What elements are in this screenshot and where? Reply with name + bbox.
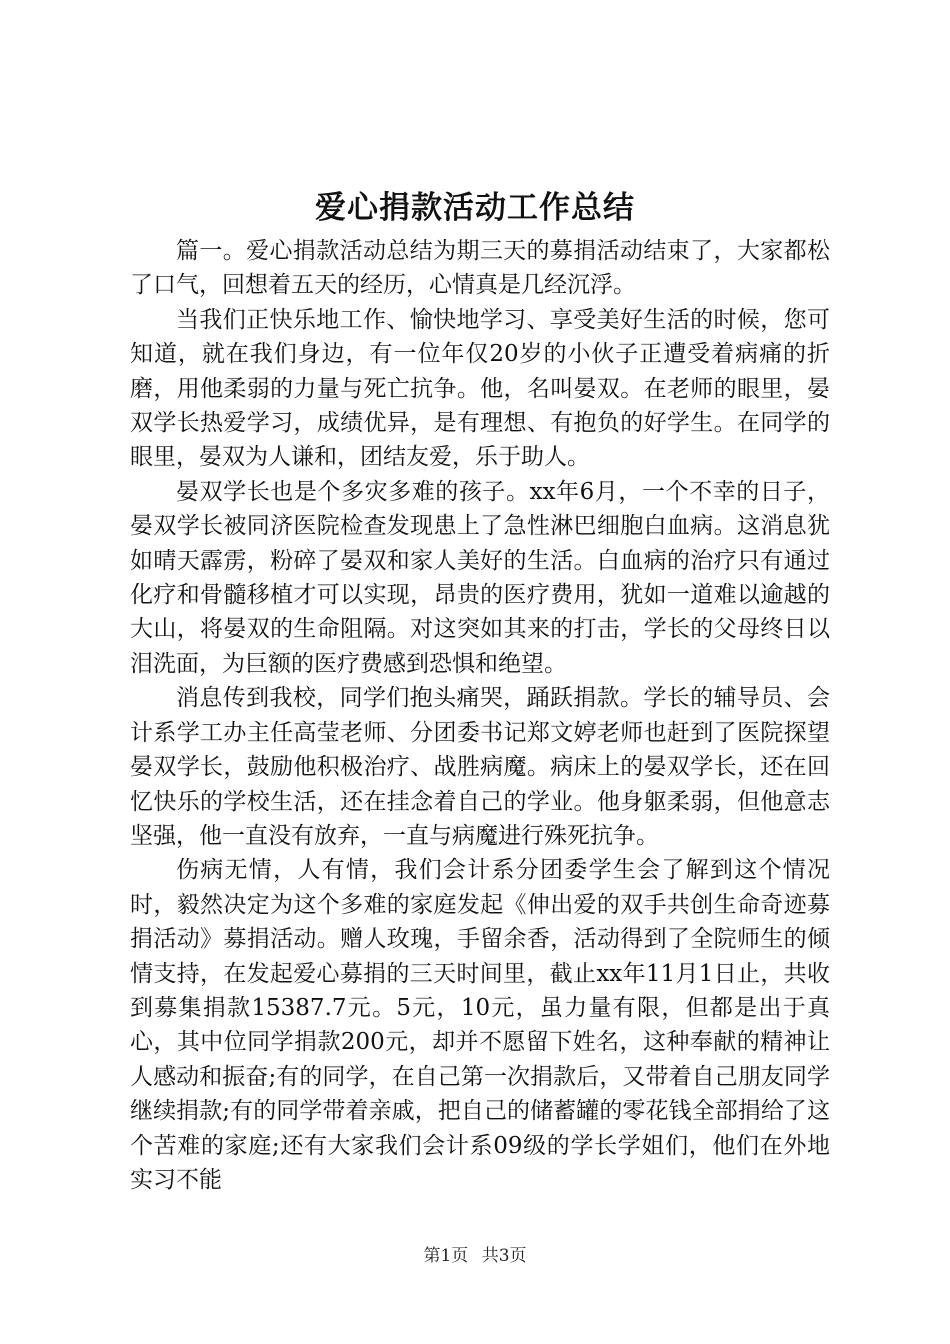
document-body bbox=[130, 234, 830, 1197]
paragraph: 晏双学长也是个多灾多难的孩子。xx年6月，一个不幸的日子，晏双学长被同济医院检查发现患上了急性淋巴细胞白血病。这消息犹如晴天霹雳，粉碎了晏双和家人美好的生活。白血病的治疗只有通过化疗和骨髓移植才可以实现，昂贵的医疗费用，犹如一道难以逾越的大山，将晏双的生命阻隔。对这突如其来的打击，学长的父母终日以泪洗面，为巨额的医疗费感到恐惧和绝望。 bbox=[130, 478, 830, 677]
paragraph: 消息传到我校，同学们抱头痛哭，踊跃捐款。学长的辅导员、会计系学工办主任高莹老师、分团委书记郑文婷老师也赶到了医院探望晏双学长，鼓励他积极治疗、战胜病魔。病床上的晏双学长，还在回忆快乐的学校生活，还在挂念着自己的学业。他身躯柔弱，但他意志坚强，他一直没有放弃，一直与病魔进行殊死抗争。 bbox=[130, 685, 830, 849]
paragraph: 篇一。爱心捐款活动总结为期三天的募捐活动结束了，大家都松了口气，回想着五天的经历，心情真是几经沉浮。 bbox=[130, 238, 830, 299]
page-number-total: 共3页 bbox=[481, 1246, 527, 1266]
paragraph: 伤病无情，人有情，我们会计系分团委学生会了解到这个情况时，毅然决定为这个多难的家庭发起《伸出爱的双手共创生命奇迹募捐活动》募捐活动。赠人玫瑰，手留余香，活动得到了全院师生的倾情支持，在发起爱心募捐的三天时间里，截止xx年11月1日止，共收到募集捐款15387.7元。5元，10元，虽力量有限，但都是出于真心，其中位同学捐款200元，却并不愿留下姓名，这种奉献的精神让人感动和振奋;有的同学，在自己第一次捐款后，又带着自己朋友同学继续捐款;有的同学带着亲戚，把自己的储蓄罐的零花钱全部捐给了这个苦难的家庭;还有大家我们会计系09级的学长学姐们，他们在外地实习不能 bbox=[130, 857, 830, 1193]
document-title: 爱心捐款活动工作总结 bbox=[315, 190, 635, 226]
page-footer bbox=[0, 1244, 950, 1268]
page-number-current: 第1页 bbox=[423, 1246, 469, 1266]
paragraph: 当我们正快乐地工作、愉快地学习、享受美好生活的时候，您可知道，就在我们身边，有一位年仅20岁的小伙子正遭受着病痛的折磨，用他柔弱的力量与死亡抗争。他，名叫晏双。在老师的眼里，晏双学长热爱学习，成绩优异，是有理想、有抱负的好学生。在同学的眼里，晏双为人谦和，团结友爱，乐于助人。 bbox=[130, 306, 830, 471]
